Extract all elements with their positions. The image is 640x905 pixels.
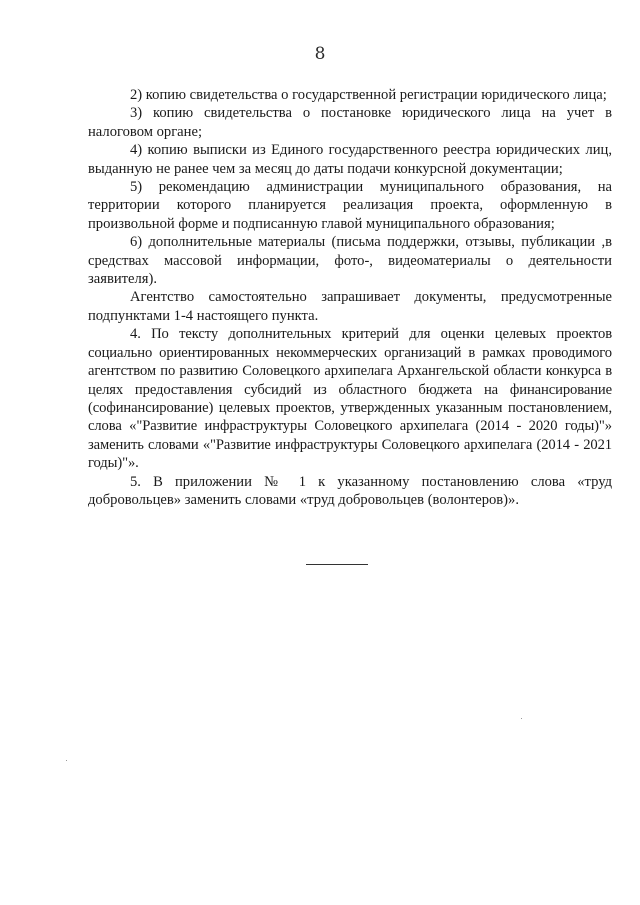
clause-4-paragraph: 4. По тексту дополнительных критерий для оценки целевых проектов социально ориентированных некоммерческих организаций в рамках проводимого агентством по развитию Соловецкого архипелага Архангельской области конкурса в целях предоставления субсидий из областного бюджета на финансирование (софинансирование) целевых проектов, утвержденных указанным постановлением, слова «"Развитие инфраструктуры Соловецкого архипелага (2014 - 2020 годы)"» заменить словами «"Развитие инфраструктуры Соловецкого архипелага (2014 - 2021 годы)"». <box>88 326 612 472</box>
list-item-6: 6) дополнительные материалы (письма поддержки, отзывы, публикации ,в средствах массовой информации, фото-, видеоматериалы о деятельности заявителя). <box>88 234 612 288</box>
document-body <box>88 86 612 509</box>
scan-speck <box>521 718 522 719</box>
agency-note-paragraph: Агентство самостоятельно запрашивает документы, предусмотренные подпунктами 1-4 настоящего пункта. <box>88 289 612 324</box>
clause-5-paragraph: 5. В приложении № 1 к указанному постановлению слова «труд добровольцев» заменить словами «труд добровольцев (волонтеров)». <box>88 473 612 508</box>
end-separator-line <box>306 564 368 565</box>
list-item-2: 2) копию свидетельства о государственной регистрации юридического лица; <box>130 87 607 103</box>
list-item-4: 4) копию выписки из Единого государственного реестра юридических лиц, выданную не ранее чем за месяц до даты подачи конкурсной документации; <box>88 142 612 177</box>
scan-speck <box>66 760 67 761</box>
list-item-5: 5) рекомендацию администрации муниципального образования, на территории которого планируется реализация проекта, оформленную в произвольной форме и подписанную главой муниципального образования; <box>88 179 612 232</box>
list-item-3: 3) копию свидетельства о постановке юридического лица на учет в налоговом органе; <box>88 105 612 140</box>
page-number: 8 <box>314 44 326 64</box>
